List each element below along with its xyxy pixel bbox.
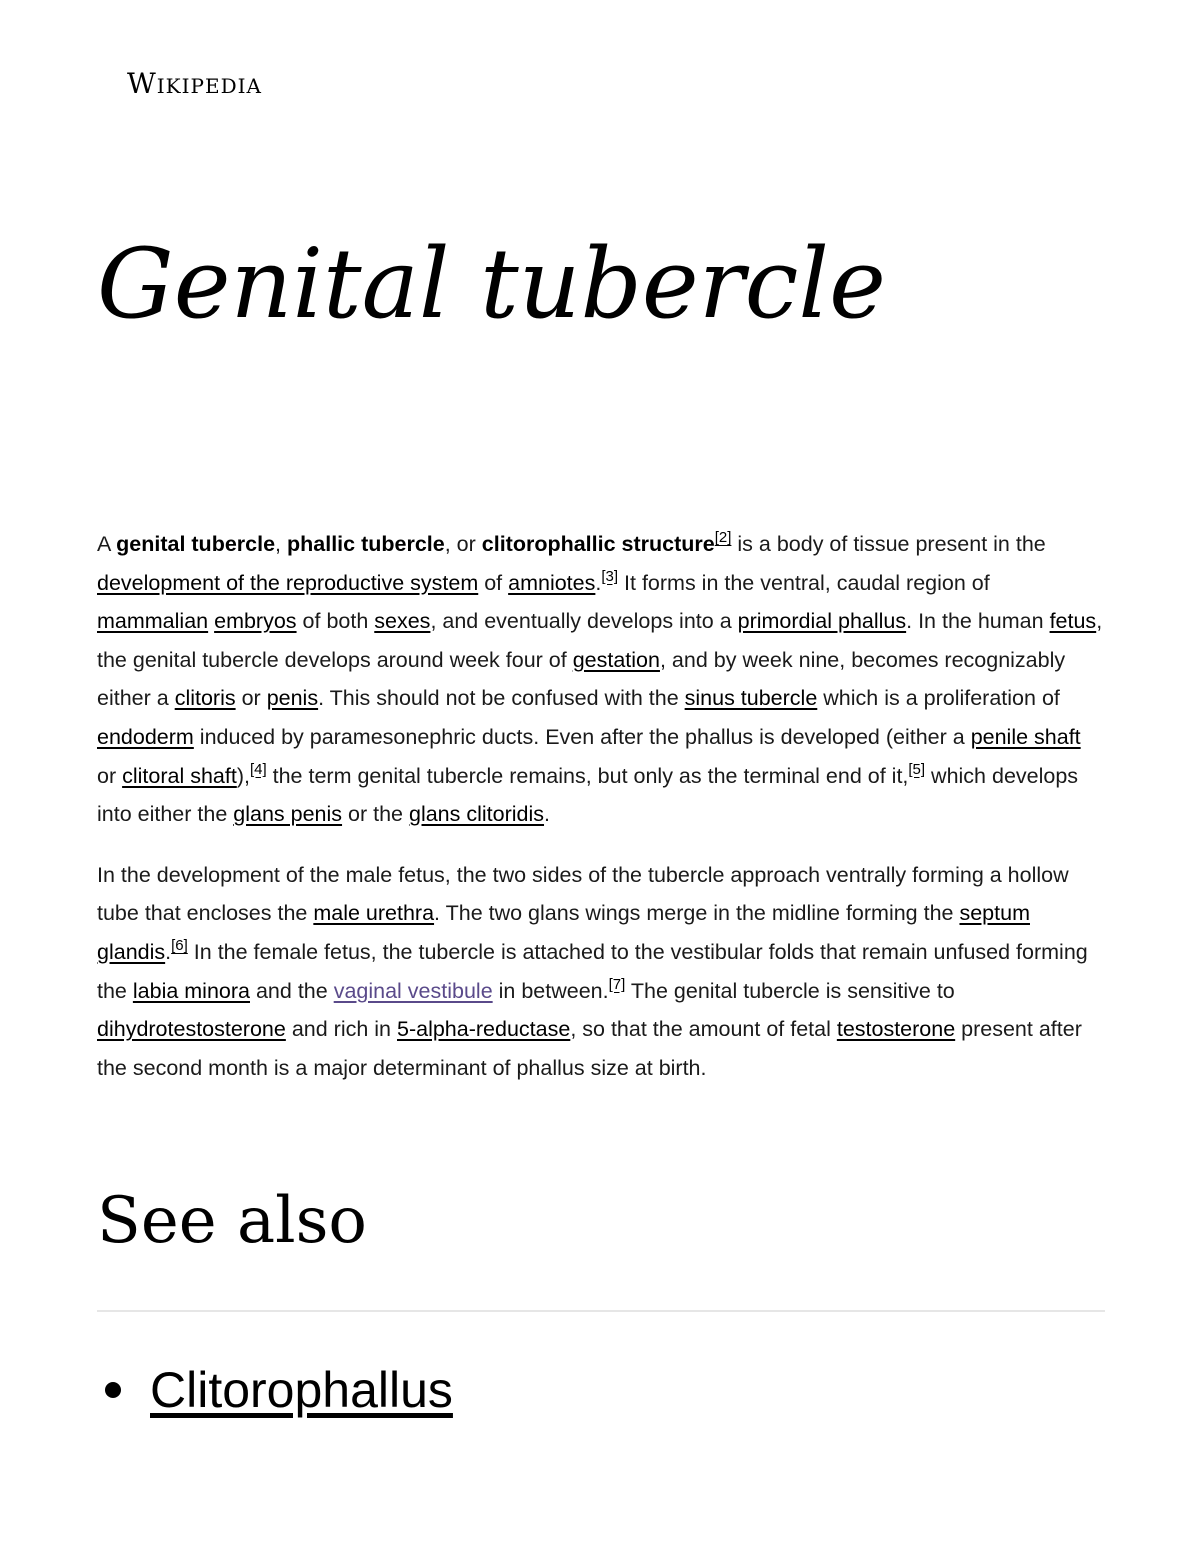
link-penile-shaft[interactable]: penile shaft xyxy=(970,724,1081,749)
text: present after the second month is a major determinant of phallus size at birth. xyxy=(97,1017,1082,1080)
citation-link-4[interactable]: [4] xyxy=(249,760,267,778)
citation-7[interactable] xyxy=(609,976,626,993)
text: which develops into either the xyxy=(97,763,1079,827)
link-fetus[interactable]: fetus xyxy=(1049,609,1097,634)
link-amniotes[interactable]: amniotes xyxy=(508,570,596,595)
text: The genital tubercle is sensitive to xyxy=(625,978,955,1003)
link-glans-clitoridis[interactable]: glans clitoridis xyxy=(408,802,545,827)
text: or xyxy=(235,686,267,711)
citation-link-6[interactable]: [6] xyxy=(171,936,188,954)
citation-4[interactable] xyxy=(250,761,267,778)
text: of xyxy=(478,570,509,595)
link-glans-penis[interactable]: glans penis xyxy=(233,802,343,827)
citation-link-2[interactable]: [2] xyxy=(714,529,732,546)
text: and rich in xyxy=(285,1017,397,1042)
text: in between. xyxy=(492,978,609,1003)
text: , so that the amount of fetal xyxy=(570,1017,837,1042)
text: , or xyxy=(444,532,482,556)
link-male-urethra[interactable]: male urethra xyxy=(313,901,435,926)
text: In the development of the male fetus, the two sides of the tubercle approach ventrally forming a hollow tube that encloses the xyxy=(97,862,1069,926)
text: In the female fetus, the tubercle is attached to the vestibular folds that remain unfused forming the xyxy=(97,939,1088,1003)
text: which is a proliferation of xyxy=(817,686,1060,711)
link-sinus-tubercle[interactable]: sinus tubercle xyxy=(684,686,818,711)
section-divider xyxy=(97,1310,1105,1312)
link-dihydrotestosterone[interactable]: dihydrotestosterone xyxy=(97,1017,286,1042)
text: . This should not be confused with the xyxy=(318,686,685,711)
link-labia-minora[interactable]: labia minora xyxy=(132,978,250,1003)
text: ), xyxy=(236,763,250,788)
text: . xyxy=(165,939,172,964)
text: It forms in the ventral, caudal region of xyxy=(618,570,990,595)
text: . xyxy=(544,802,550,827)
list-item xyxy=(97,1360,453,1420)
link-septum-glandis[interactable]: septum glandis xyxy=(97,901,1030,964)
citation-2[interactable] xyxy=(715,529,732,546)
citation-3[interactable] xyxy=(601,568,618,585)
bold-term-clitorophallic-structure: clitorophallic structure xyxy=(481,532,715,556)
citation-6[interactable] xyxy=(171,937,188,954)
link-5-alpha-reductase[interactable]: 5-alpha-reductase xyxy=(397,1017,571,1042)
paragraph-intro xyxy=(97,525,1105,834)
see-also-heading: See also xyxy=(97,1184,367,1258)
citation-5[interactable] xyxy=(908,761,925,778)
link-vaginal-vestibule[interactable]: vaginal vestibule xyxy=(333,978,493,1003)
citation-link-7[interactable]: [7] xyxy=(608,975,626,993)
link-endoderm[interactable]: endoderm xyxy=(97,724,194,749)
text: , and by week nine, becomes recognizably either a xyxy=(97,647,1066,711)
citation-link-3[interactable]: [3] xyxy=(601,567,619,585)
text: . xyxy=(595,570,602,595)
text: , and eventually develops into a xyxy=(430,609,738,634)
link-embryos[interactable]: embryos xyxy=(214,609,297,634)
text: induced by paramesonephric ducts. Even after the phallus is developed (either a xyxy=(193,724,971,749)
bold-term-phallic-tubercle: phallic tubercle xyxy=(287,532,445,556)
link-primordial-phallus[interactable]: primordial phallus xyxy=(737,609,907,634)
page-title: Genital tubercle xyxy=(97,228,886,340)
link-clitoral-shaft[interactable]: clitoral shaft xyxy=(122,763,237,788)
bullet-icon xyxy=(105,1382,121,1398)
wikipedia-logo[interactable]: Wikipedia xyxy=(127,67,262,100)
bold-term-genital-tubercle: genital tubercle xyxy=(116,532,276,556)
text: and the xyxy=(250,978,334,1003)
article-body xyxy=(97,525,1105,1109)
text: A xyxy=(97,532,117,556)
link-testosterone[interactable]: testosterone xyxy=(836,1017,956,1042)
text: or the xyxy=(342,802,409,827)
text: is a body of tissue present in the xyxy=(731,532,1046,556)
text: , the genital tubercle develops around week four of xyxy=(97,609,1103,672)
link-penis[interactable]: penis xyxy=(266,686,319,711)
paragraph-development xyxy=(97,856,1105,1088)
text: or xyxy=(97,763,123,788)
link-clitoris[interactable]: clitoris xyxy=(174,686,236,711)
link-mammalian[interactable]: mammalian xyxy=(97,609,209,634)
link-clitorophallus[interactable]: Clitorophallus xyxy=(150,1362,453,1418)
text: of both xyxy=(296,609,375,634)
see-also-list xyxy=(97,1360,453,1420)
link-gestation[interactable]: gestation xyxy=(572,647,660,672)
citation-link-5[interactable]: [5] xyxy=(908,760,926,778)
link-sexes[interactable]: sexes xyxy=(374,609,431,634)
text: . In the human xyxy=(906,609,1050,634)
link-development-of-the-reproductive-system[interactable]: development of the reproductive system xyxy=(97,570,479,595)
text: , xyxy=(275,532,287,556)
text: . The two glans wings merge in the midline forming the xyxy=(434,901,960,926)
text: the term genital tubercle remains, but only as the terminal end of it, xyxy=(266,763,909,788)
